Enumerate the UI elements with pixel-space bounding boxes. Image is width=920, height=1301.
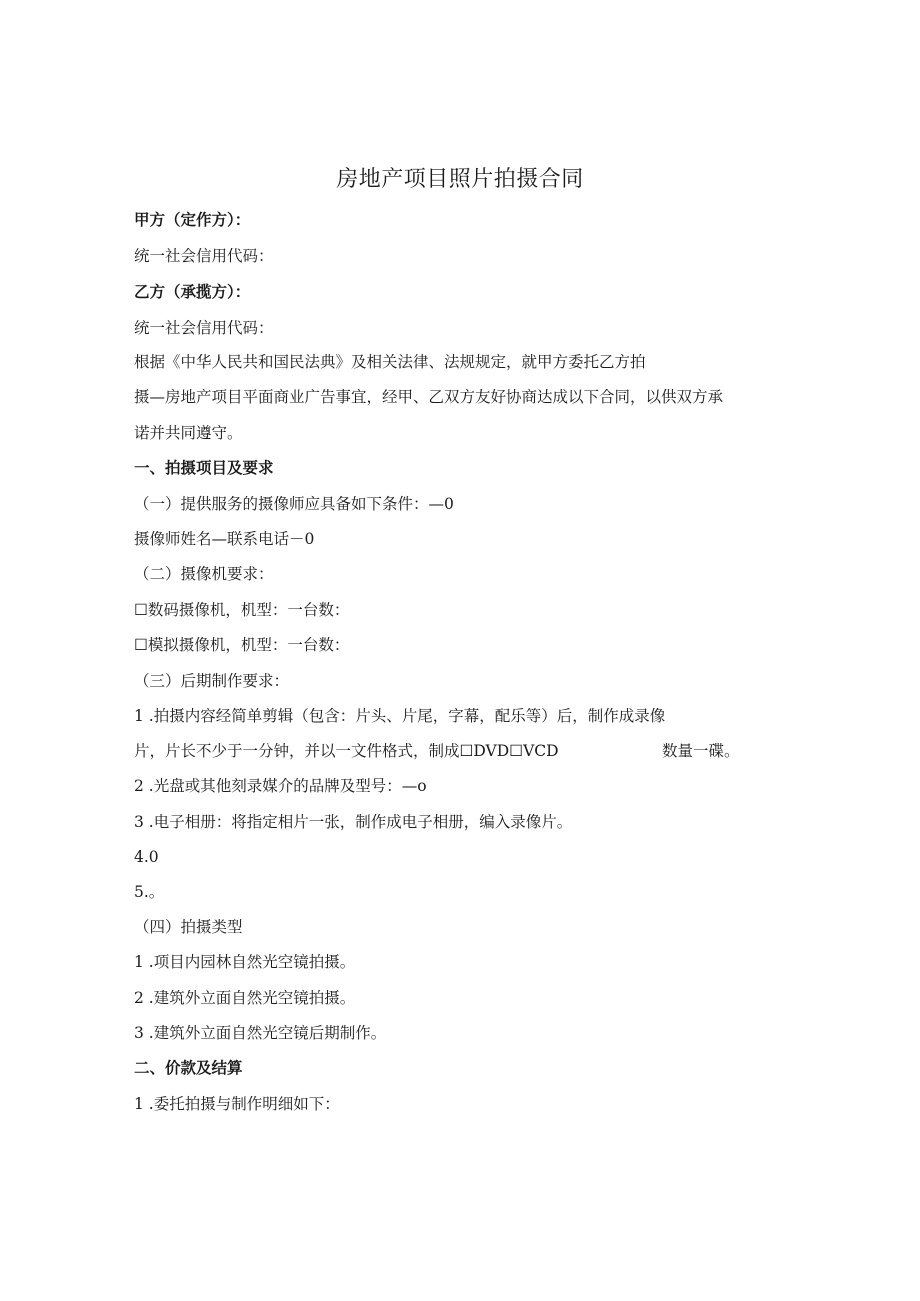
clause-line: 摄像师姓名—联系电话－0 [134,530,315,548]
party-a-credit-code: 统一社会信用代码： [134,247,274,265]
clause-line: 片，片长不少于一分钟，并以一文件格式，制成☐DVD☐VCD [134,742,559,760]
clause-line: 4.0 [134,848,159,866]
intro-paragraph-line: 根据《中华人民共和国民法典》及相关法律、法规规定，就甲方委托乙方拍 [134,353,646,371]
clause-line: （一）提供服务的摄像师应具备如下条件：—0 [134,495,454,513]
intro-paragraph-line: 诺并共同遵守。 [134,424,243,442]
clause-line: 3 .电子相册：将指定相片一张，制作成电子相册，编入录像片。 [134,813,573,831]
clause-line: （三）后期制作要求： [134,672,290,690]
clause-line: 5.。 [134,883,165,901]
clause-line: 1 .项目内园林自然光空镜拍摄。 [134,953,356,971]
section-heading: 二、价款及结算 [134,1059,243,1077]
party-b-label: 乙方（承揽方）： [134,283,251,301]
party-b-credit-code: 统一社会信用代码： [134,319,274,337]
checkbox-option-line: ☐数码摄像机，机型：一台数： [134,601,350,619]
clause-line: 3 .建筑外立面自然光空镜后期制作。 [134,1024,387,1042]
clause-line: （二）摄像机要求： [134,565,274,583]
clause-line: 1 .委托拍摄与制作明细如下： [134,1095,340,1113]
document-title: 房地产项目照片拍摄合同 [336,167,584,192]
checkbox-option-line: ☐模拟摄像机，机型：一台数： [134,636,350,654]
clause-line: 1 .拍摄内容经简单剪辑（包含：片头、片尾，字幕，配乐等）后，制作成录像 [134,707,666,725]
clause-line: （四）拍摄类型 [134,918,243,936]
clause-line-tail: 数量一碟。 [662,742,740,760]
party-a-label: 甲方（定作方）： [134,211,251,229]
clause-line: 2 .建筑外立面自然光空镜拍摄。 [134,989,356,1007]
section-heading: 一、拍摄项目及要求 [134,459,274,477]
clause-line: 2 .光盘或其他刻录媒介的品牌及型号：—o [134,777,427,795]
intro-paragraph-line: 摄—房地产项目平面商业广告事宜，经甲、乙双方友好协商达成以下合同，以供双方承 [134,388,724,406]
